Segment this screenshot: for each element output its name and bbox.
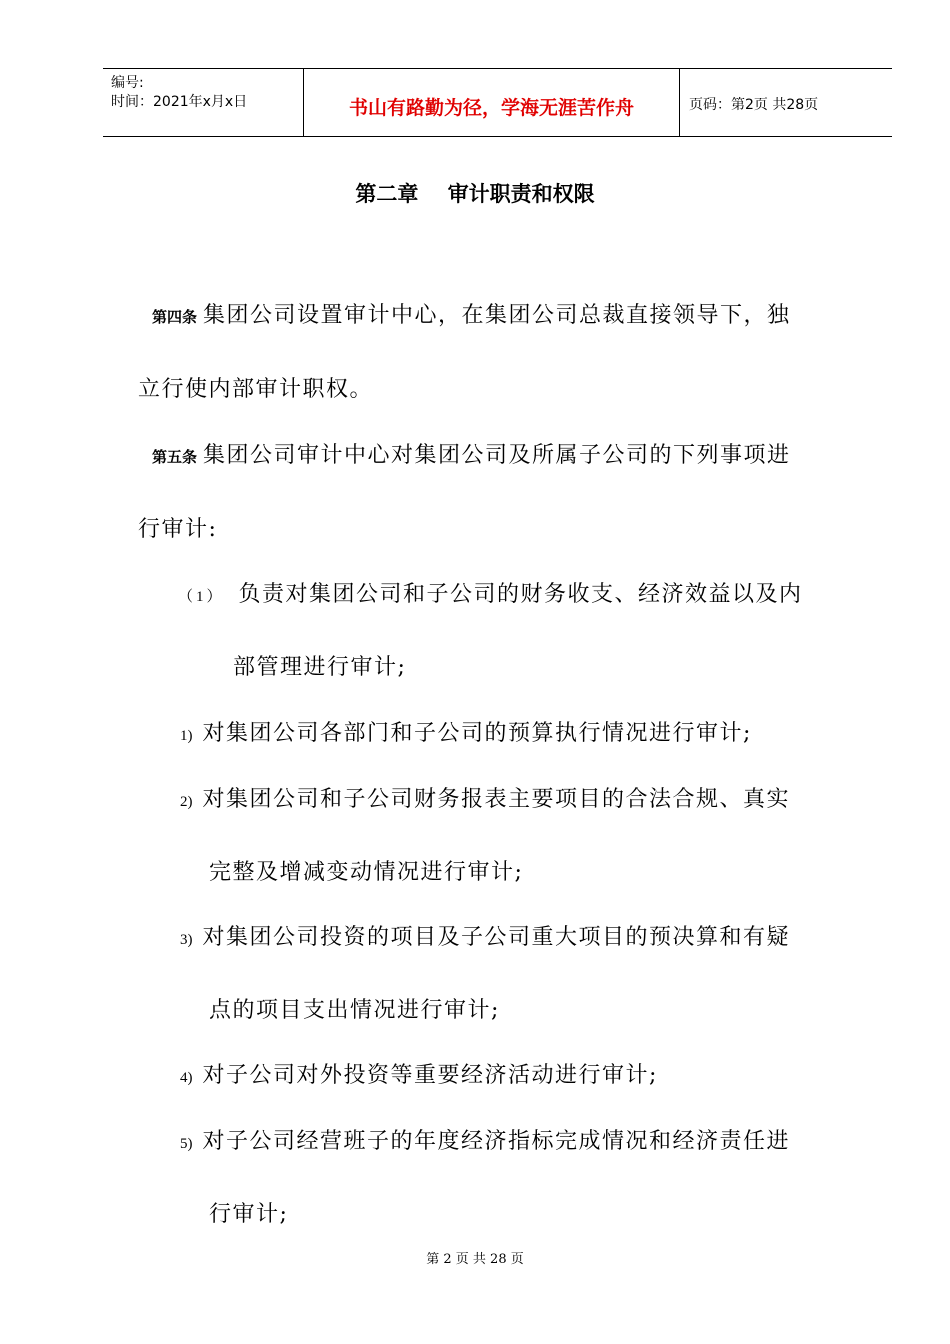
- item-2-line-2: 完整及增减变动情况进行审计;: [209, 860, 524, 885]
- article-5-text-1: 集团公司审计中心对集团公司及所属子公司的下列事项进: [203, 443, 791, 468]
- item-3-marker: 3): [180, 932, 193, 948]
- clause-1-line-2: 部管理进行审计;: [233, 655, 407, 680]
- article-5-line-2: 行审计:: [138, 517, 218, 542]
- item-4-marker: 4): [180, 1070, 193, 1086]
- article-4-line-2: 立行使内部审计职权。: [138, 377, 374, 402]
- page-header: [103, 68, 892, 137]
- clause-1-marker: （1）: [178, 589, 225, 605]
- item-4-text-1: 对子公司对外投资等重要经济活动进行审计;: [202, 1063, 658, 1088]
- item-1-text-1: 对集团公司各部门和子公司的预算执行情况进行审计;: [202, 721, 752, 746]
- clause-1-line-1: [178, 577, 803, 608]
- item-4-line-1: [180, 1058, 658, 1089]
- article-5-line-1: [152, 438, 791, 469]
- item-5-text-1: 对子公司经营班子的年度经济指标完成情况和经济责任进: [202, 1129, 791, 1154]
- item-5-line-1: [180, 1124, 790, 1155]
- item-1-line-1: [180, 716, 752, 747]
- header-info-cell: [103, 69, 303, 136]
- item-2-marker: 2): [180, 794, 193, 810]
- item-2-text-1: 对集团公司和子公司财务报表主要项目的合法合规、真实: [202, 787, 791, 812]
- article-5-label: 第五条: [152, 448, 198, 466]
- article-4-text-1: 集团公司设置审计中心，在集团公司总裁直接领导下，独: [203, 303, 791, 328]
- item-5-line-2: 行审计;: [209, 1202, 289, 1227]
- item-3-line-1: [180, 920, 790, 951]
- page-footer: 第 2 页 共 28 页: [426, 1252, 524, 1267]
- document-date: 时间：2021年x月x日: [111, 94, 248, 110]
- chapter-title: 第二章 审计职责和权限: [355, 182, 595, 206]
- article-4-label: 第四条: [152, 308, 198, 326]
- item-2-line-1: [180, 782, 790, 813]
- item-3-text-1: 对集团公司投资的项目及子公司重大项目的预决算和有疑: [202, 925, 791, 950]
- item-3-line-2: 点的项目支出情况进行审计;: [209, 998, 500, 1023]
- item-5-marker: 5): [180, 1136, 193, 1152]
- header-motto-cell: [303, 69, 680, 136]
- clause-1-text-1: 负责对集团公司和子公司的财务收支、经济效益以及内: [238, 582, 803, 607]
- item-1-marker: 1): [180, 728, 193, 744]
- article-4-line-1: [152, 298, 791, 329]
- header-page-info: 页码：第2页 共28页: [689, 97, 819, 113]
- header-page-cell: [679, 69, 892, 136]
- document-number-label: 编号:: [111, 75, 144, 91]
- header-motto: 书山有路勤为径，学海无涯苦作舟: [348, 97, 634, 119]
